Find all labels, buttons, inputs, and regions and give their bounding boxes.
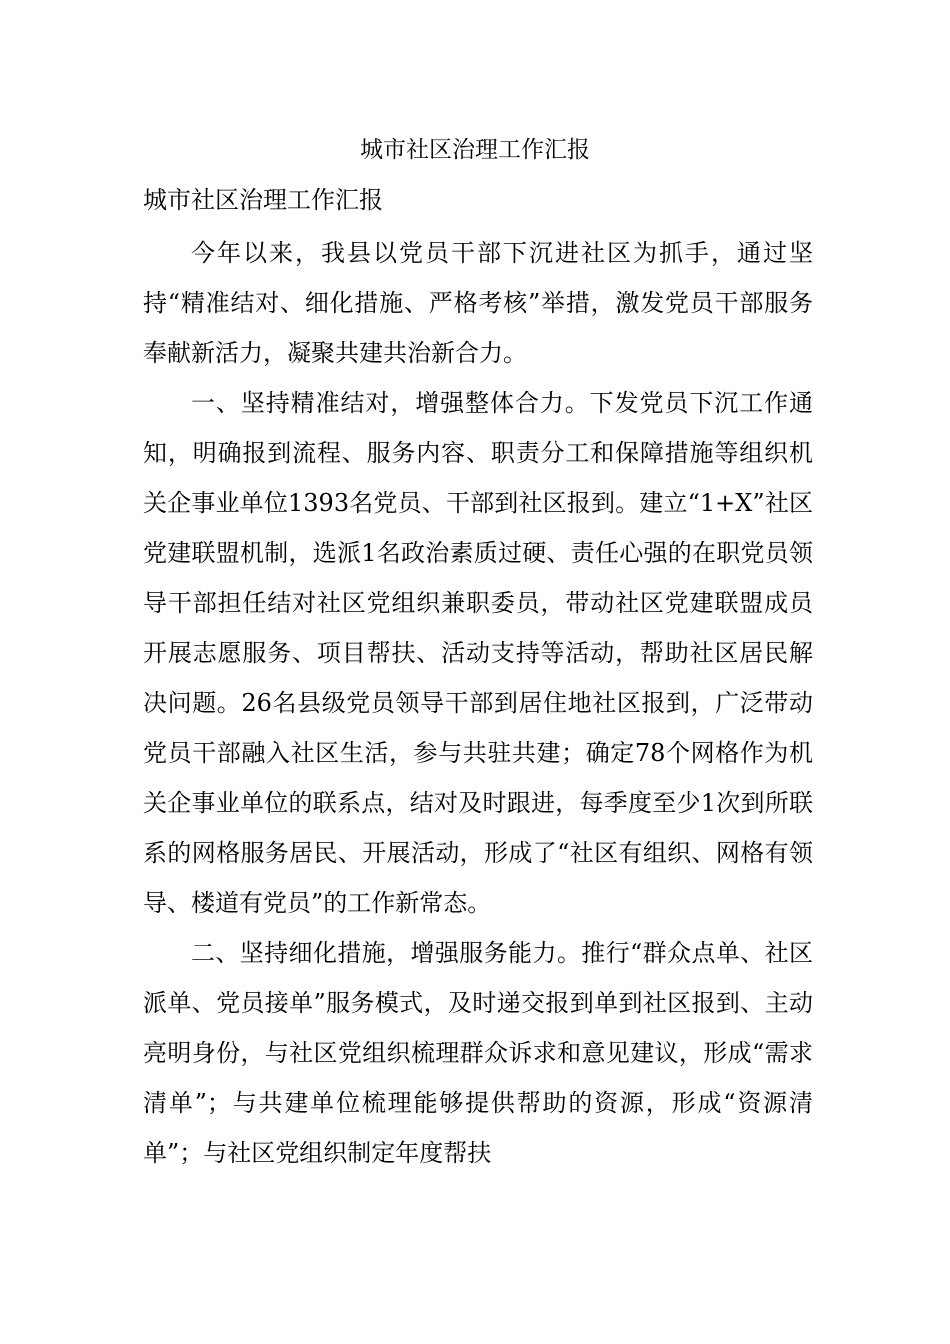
document-subtitle: 城市社区治理工作汇报 bbox=[143, 186, 383, 214]
paragraph-intro: 今年以来，我县以党员干部下沉进社区为抓手，通过坚持“精准结对、细化措施、严格考核”举措，激发党员干部服务奉献新活力，凝聚共建共治新合力。 bbox=[143, 239, 813, 367]
paragraph-section-2: 二、坚持细化措施，增强服务能力。推行“群众点单、社区派单、党员接单”服务模式，及时递交报到单到社区报到、主动亮明身份，与社区党组织梳理群众诉求和意见建议，形成“需求清单”；与共建单位梳理能够提供帮助的资源，形成“资源清单”；与社区党组织制定年度帮扶 bbox=[143, 939, 813, 1167]
document-title: 城市社区治理工作汇报 bbox=[360, 137, 590, 163]
document-body bbox=[143, 228, 813, 1178]
paragraph-section-1: 一、坚持精准结对，增强整体合力。下发党员下沉工作通知，明确报到流程、服务内容、职责分工和保障措施等组织机关企事业单位1393名党员、干部到社区报到。建立“1+X”社区党建联盟机制，选派1名政治素质过硬、责任心强的在职党员领导干部担任结对社区党组织兼职委员，带动社区党建联盟成员开展志愿服务、项目帮扶、活动支持等活动，帮助社区居民解决问题。26名县级党员领导干部到居住地社区报到，广泛带动党员干部融入社区生活，参与共驻共建；确定78个网格作为机关企事业单位的联系点，结对及时跟进，每季度至少1次到所联系的网格服务居民、开展活动，形成了“社区有组织、网格有领导、楼道有党员”的工作新常态。 bbox=[143, 389, 813, 917]
